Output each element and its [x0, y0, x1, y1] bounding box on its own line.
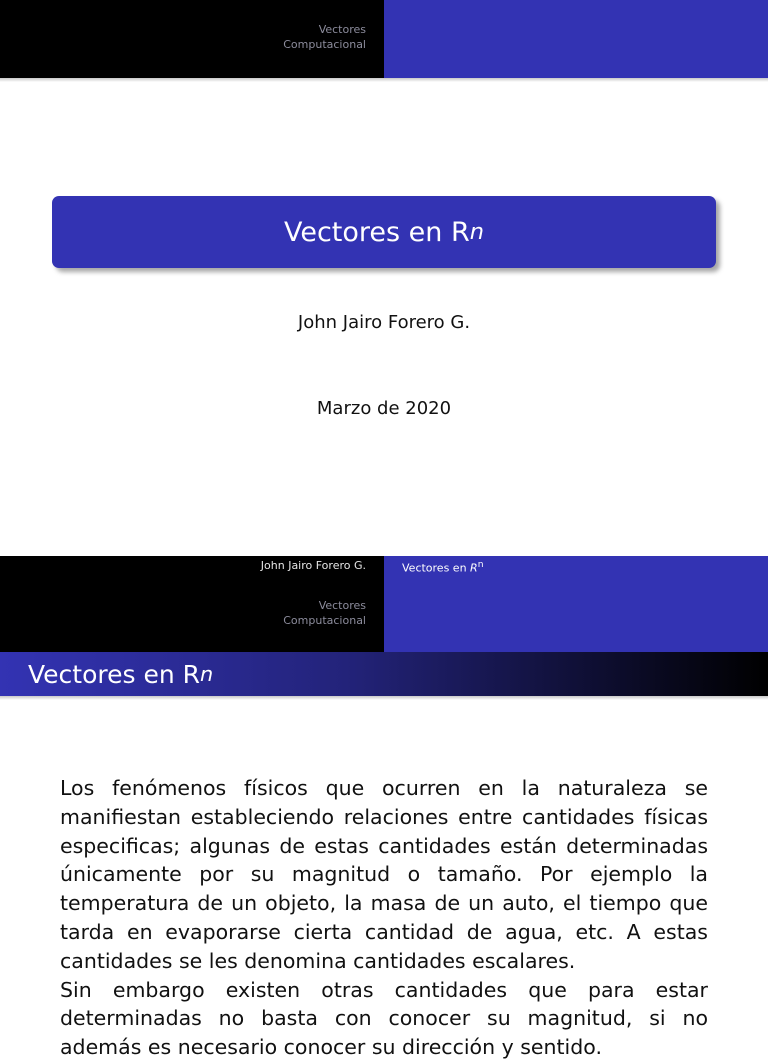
slide2-subsection-name[interactable]: Computacional: [283, 614, 366, 627]
author-name: John Jairo Forero G.: [297, 312, 471, 333]
title-superscript: n: [469, 219, 485, 245]
frame-title-superscript: n: [200, 662, 214, 686]
body-paragraph-1: Los fenómenos físicos que ocurren en la naturaleza se manifiestan estableciendo relaciones entre cantidades físicas especificas; algunas de estas cantidades están determinadas únicamente por su magnitud o tamaño. Por ejemplo la temperatura de un objeto, la masa de un auto, el tiempo que tarda en evaporarse cierta cantidad de agua, etc. A estas cantidades se les denomina cantidades escalares.: [60, 776, 708, 973]
title-box: [52, 196, 716, 268]
slide1-footline: [0, 556, 768, 578]
slide2-headline: [0, 578, 768, 652]
slide2-frametitle-shadow: [0, 696, 768, 700]
footline-title-var: R: [470, 561, 478, 575]
slide1-section-name[interactable]: Vectores: [318, 23, 366, 36]
footline-title-sup: n: [477, 559, 484, 570]
slide1-section-nav: [283, 22, 366, 52]
slide1-header-shadow: [0, 78, 768, 82]
slide1-subsection-name[interactable]: Computacional: [283, 38, 366, 51]
slide2-headline-left: [0, 578, 384, 652]
body-paragraph-2: Sin embargo existen otras cantidades que para estar determinadas no basta con conocer su magnitud, si no además es necesario conocer su dirección y sentido.: [60, 977, 708, 1060]
presentation-date: Marzo de 2020: [316, 398, 452, 419]
footline-author: John Jairo Forero G.: [0, 556, 384, 578]
frame-title-text: Vectores en R: [28, 659, 201, 689]
slide1-headline-right: [384, 0, 768, 78]
title-text: Vectores en R: [283, 216, 470, 248]
footline-title-text: Vectores en: [402, 561, 471, 575]
slide-body: [60, 774, 708, 1062]
slide1-headline: [0, 0, 768, 78]
slide2-headline-right: [384, 578, 768, 652]
slide2-section-nav: [283, 598, 366, 628]
slide1-headline-left: [0, 0, 384, 78]
footline-short-title: [384, 556, 768, 578]
slide2-section-name[interactable]: Vectores: [318, 599, 366, 612]
frame-title: [0, 652, 768, 696]
